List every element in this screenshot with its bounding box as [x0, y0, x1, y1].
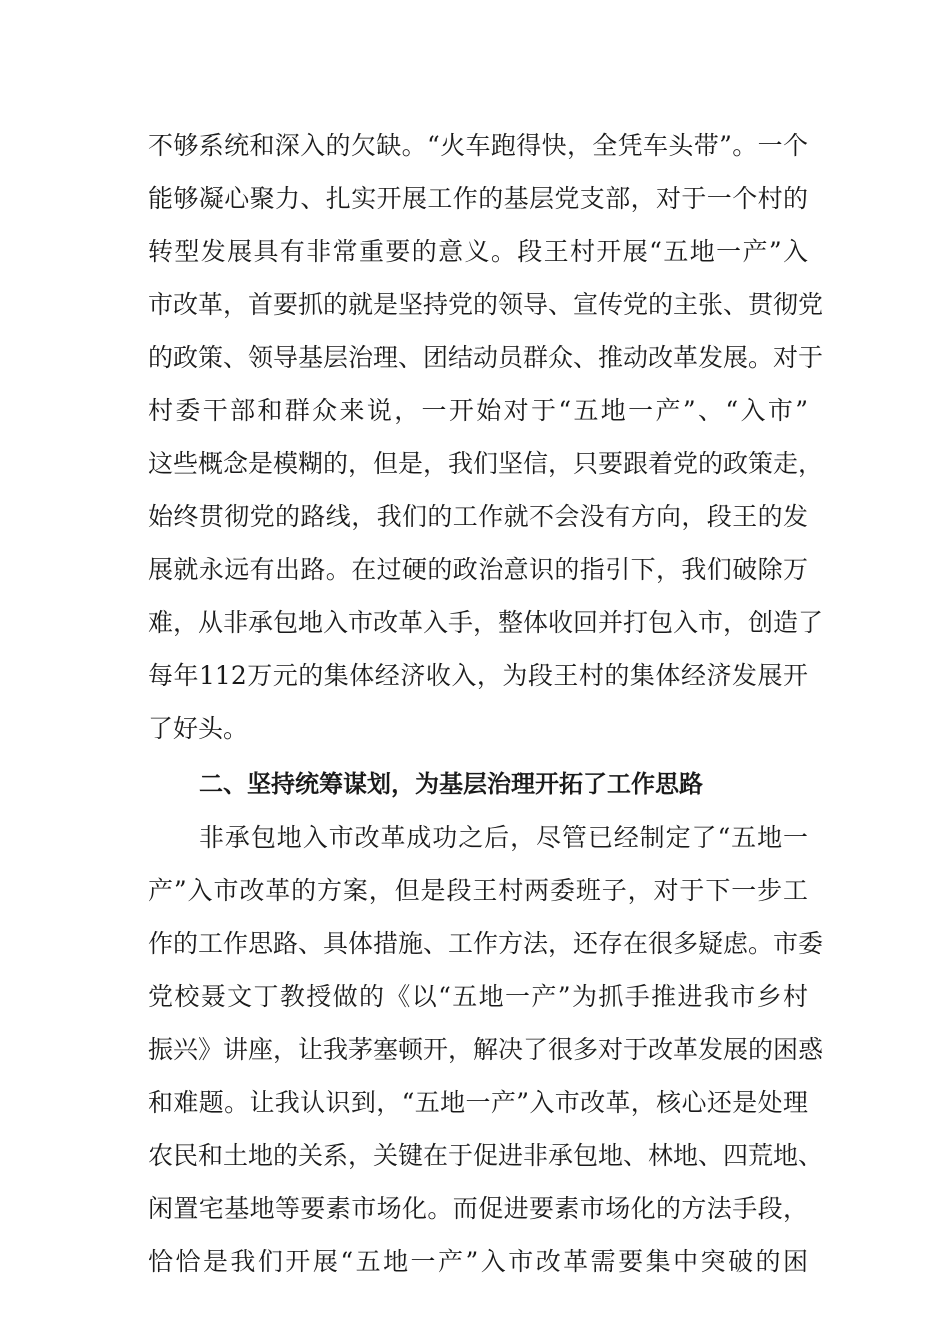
paragraph-1-line: 不够系统和深入的欠缺。“火车跑得快，全凭车头带”。一个: [148, 131, 808, 160]
paragraph-2-line: 闲置宅基地等要素市场化。而促进要素市场化的方法手段，: [148, 1194, 808, 1223]
paragraph-1-line: 村委干部和群众来说，一开始对于“五地一产”、“入市”: [148, 396, 808, 425]
paragraph-2-line: 非承包地入市改革成功之后，尽管已经制定了“五地一: [199, 823, 808, 852]
section-heading: 二、坚持统筹谋划，为基层治理开拓了工作思路: [199, 770, 703, 798]
paragraph-2-line: 党校聂文丁教授做的《以“五地一产”为抓手推进我市乡村: [148, 982, 808, 1011]
paragraph-2-line: 和难题。让我认识到，“五地一产”入市改革，核心还是处理: [148, 1088, 808, 1117]
paragraph-1-line: 难，从非承包地入市改革入手，整体收回并打包入市，创造了: [148, 608, 824, 637]
paragraph-1-line: 了好头。: [148, 714, 249, 743]
paragraph-1-line: 每年112万元的集体经济收入，为段王村的集体经济发展开: [148, 661, 808, 690]
paragraph-1-line: 这些概念是模糊的，但是，我们坚信，只要跟着党的政策走，: [148, 449, 824, 478]
paragraph-1-line: 始终贯彻党的路线，我们的工作就不会没有方向，段王的发: [148, 502, 808, 531]
paragraph-1-line: 的政策、领导基层治理、团结动员群众、推动改革发展。对于: [148, 343, 824, 372]
paragraph-1-line: 能够凝心聚力、扎实开展工作的基层党支部，对于一个村的: [148, 184, 808, 213]
paragraph-1-line: 市改革，首要抓的就是坚持党的领导、宣传党的主张、贯彻党: [148, 290, 824, 319]
paragraph-2-line: 农民和土地的关系，关键在于促进非承包地、林地、四荒地、: [148, 1141, 824, 1170]
paragraph-2-line: 恰恰是我们开展“五地一产”入市改革需要集中突破的困: [148, 1247, 808, 1276]
paragraph-1-line: 展就永远有出路。在过硬的政治意识的指引下，我们破除万: [148, 555, 808, 584]
paragraph-2-line: 振兴》讲座，让我茅塞顿开，解决了很多对于改革发展的困惑: [148, 1035, 824, 1064]
paragraph-2-line: 作的工作思路、具体措施、工作方法，还存在很多疑虑。市委: [148, 929, 824, 958]
paragraph-1-line: 转型发展具有非常重要的意义。段王村开展“五地一产”入: [148, 237, 808, 266]
paragraph-2-line: 产”入市改革的方案，但是段王村两委班子，对于下一步工: [148, 876, 808, 905]
